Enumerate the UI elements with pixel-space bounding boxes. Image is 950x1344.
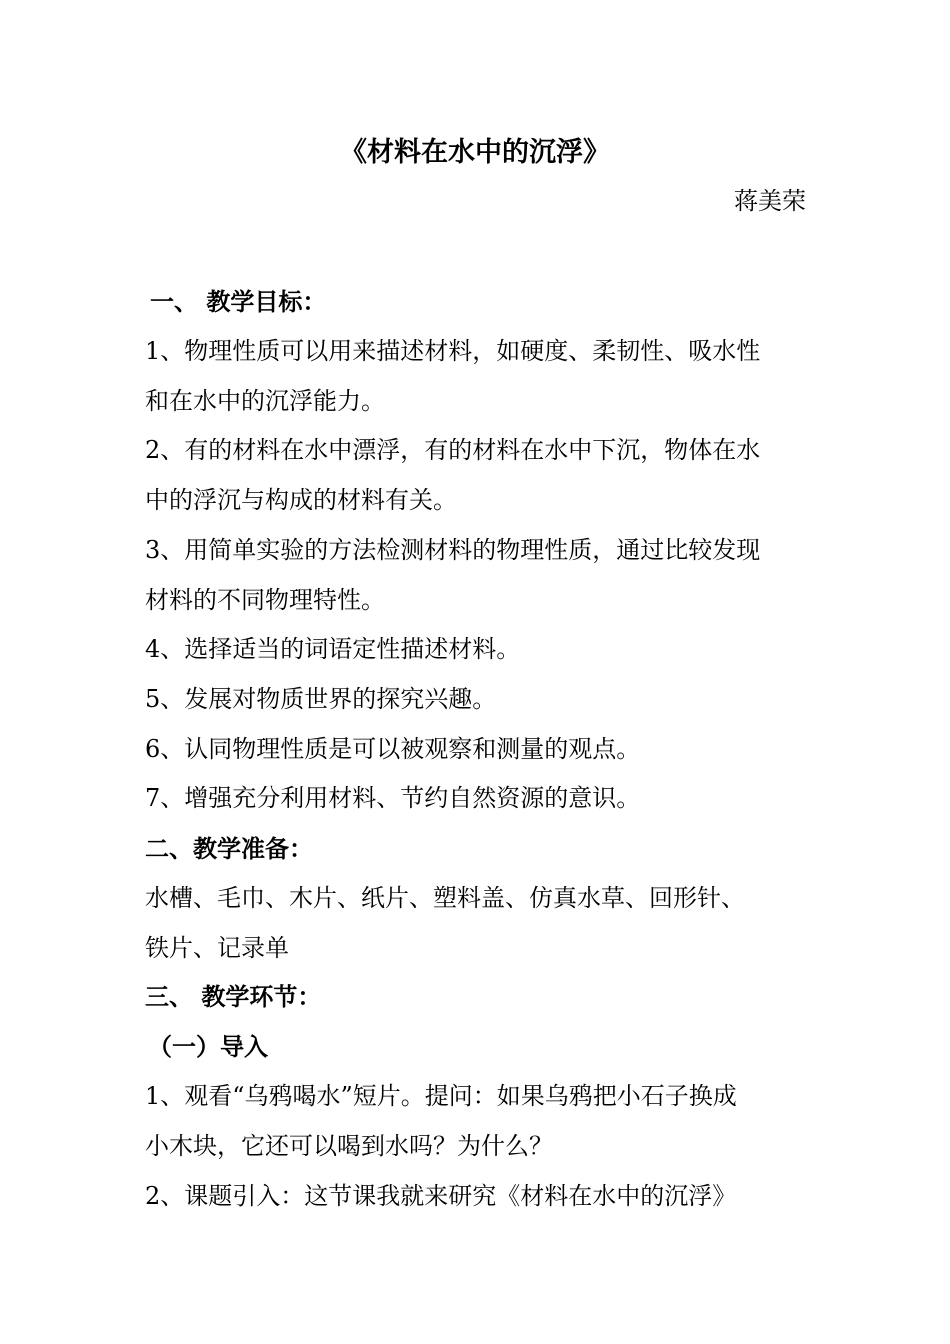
section3-heading: 三、 教学环节： [145,983,322,1011]
procedure-line: 2、课题引入：这节课我就来研究《材料在水中的沉浮》 [145,1182,737,1210]
objective-line: 3、用简单实验的方法检测材料的物理性质，通过比较发现 [145,536,761,564]
section3-subheading: （一）导入 [148,1033,268,1061]
objective-line: 1、物理性质可以用来描述材料，如硬度、柔韧性、吸水性 [145,337,761,365]
preparation-line: 铁片、记录单 [145,934,289,962]
objective-line: 4、选择适当的词语定性描述材料。 [145,635,521,663]
preparation-line: 水槽、毛巾、木片、纸片、塑料盖、仿真水草、回形针、 [145,884,745,912]
objective-line: 材料的不同物理特性。 [145,586,385,614]
section1-heading: 一、 教学目标： [150,288,327,316]
procedure-line: 1、观看“乌鸦喝水”短片。提问：如果乌鸦把小石子换成 [145,1082,737,1110]
objective-line: 中的浮沉与构成的材料有关。 [145,486,457,514]
section2-heading: 二、教学准备： [145,835,313,863]
objective-line: 2、有的材料在水中漂浮，有的材料在水中下沉，物体在水 [145,436,761,464]
objective-line: 和在水中的沉浮能力。 [145,387,385,415]
procedure-line: 小木块，它还可以喝到水吗？为什么？ [145,1132,553,1160]
objective-line: 6、认同物理性质是可以被观察和测量的观点。 [145,735,641,763]
document-author: 蒋美荣 [734,187,806,215]
objective-line: 7、增强充分利用材料、节约自然资源的意识。 [145,784,641,812]
objective-line: 5、发展对物质世界的探究兴趣。 [145,685,497,713]
document-title: 《材料在水中的沉浮》 [340,137,610,168]
